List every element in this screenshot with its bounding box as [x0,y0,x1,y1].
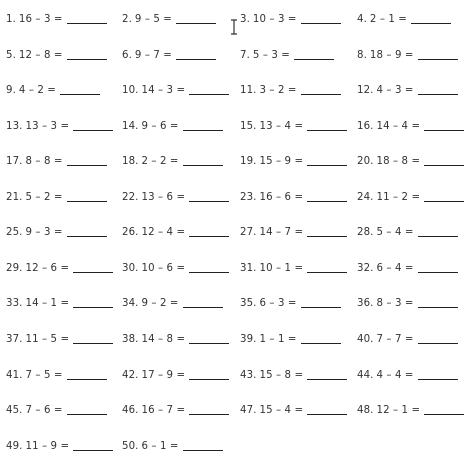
problem-number: 19. [240,156,257,168]
problem-number: 11. [240,85,257,97]
problem-expression: 18 – 8 = [376,156,421,168]
answer-blank[interactable] [418,235,458,237]
problem-expression: 7 – 7 = [376,333,414,345]
problem-number: 40. [357,333,374,345]
answer-blank[interactable] [411,22,451,24]
problem-number: 18. [122,156,139,168]
problem-item [357,365,458,381]
problem-item [357,187,464,203]
answer-blank[interactable] [189,200,229,202]
answer-blank[interactable] [67,164,107,166]
answer-blank[interactable] [176,22,216,24]
problem-expression: 3 – 2 = [259,85,297,97]
problem-item [6,116,113,132]
answer-blank[interactable] [67,58,107,60]
problem-expression: 15 – 4 = [259,405,304,417]
problem-item [6,222,107,238]
problem-expression: 6 – 4 = [376,262,414,274]
problem-expression: 11 – 5 = [25,333,70,345]
problem-item [240,400,347,416]
problem-number: 46. [122,405,139,417]
answer-blank[interactable] [424,200,464,202]
problem-item [357,400,464,416]
problem-expression: 17 – 9 = [141,369,186,381]
problem-item [6,258,113,274]
problem-number: 21. [6,191,23,203]
answer-blank[interactable] [307,235,347,237]
problem-item [6,9,107,25]
answer-blank[interactable] [424,413,464,415]
problem-number: 6. [122,49,132,61]
answer-blank[interactable] [73,342,113,344]
problem-expression: 4 – 2 = [18,85,56,97]
problem-number: 24. [357,191,374,203]
problem-number: 1. [6,14,16,25]
problem-number: 10. [122,85,139,97]
problem-expression: 16 – 3 = [18,14,63,25]
problem-number: 17. [6,156,23,168]
answer-blank[interactable] [73,129,113,131]
problem-item [122,151,223,167]
problem-number: 5. [6,49,16,61]
answer-blank[interactable] [424,164,464,166]
answer-blank[interactable] [183,129,223,131]
problem-expression: 10 – 6 = [141,262,186,274]
problem-item [357,80,458,96]
problem-expression: 13 – 4 = [259,120,304,132]
problem-expression: 11 – 9 = [25,440,70,452]
problem-item [240,222,347,238]
answer-blank[interactable] [189,235,229,237]
problem-expression: 9 – 7 = [134,49,172,61]
problem-item [122,365,229,381]
problem-number: 30. [122,262,139,274]
problem-item [6,329,113,345]
answer-blank[interactable] [418,58,458,60]
answer-blank[interactable] [418,378,458,380]
problem-expression: 14 – 1 = [25,298,70,310]
problem-number: 39. [240,333,257,345]
problem-expression: 5 – 3 = [252,49,290,61]
problem-item [122,293,223,309]
problem-number: 33. [6,298,23,310]
problem-number: 37. [6,333,23,345]
answer-blank[interactable] [67,22,107,24]
problem-expression: 8 – 8 = [25,156,63,168]
problem-expression: 13 – 6 = [141,191,186,203]
problem-item [357,293,458,309]
answer-blank[interactable] [307,378,347,380]
problem-item [6,400,107,416]
answer-blank[interactable] [176,58,216,60]
problem-expression: 9 – 3 = [25,227,63,239]
problem-expression: 15 – 8 = [259,369,304,381]
problem-number: 27. [240,227,257,239]
problem-number: 49. [6,440,23,452]
problem-expression: 6 – 1 = [141,440,179,452]
problem-item [240,9,341,25]
problem-item [6,151,107,167]
problem-expression: 14 – 8 = [141,333,186,345]
problem-number: 31. [240,262,257,274]
problem-item [122,222,229,238]
problem-number: 2. [122,14,132,25]
answer-blank[interactable] [183,449,223,451]
problem-item [122,45,216,61]
answer-blank[interactable] [294,58,334,60]
answer-blank[interactable] [189,342,229,344]
problem-item [122,258,229,274]
problem-expression: 14 – 4 = [376,120,421,132]
problem-expression: 10 – 1 = [259,262,304,274]
problem-item [6,187,107,203]
problem-number: 12. [357,85,374,97]
answer-blank[interactable] [301,22,341,24]
problem-expression: 18 – 9 = [369,49,414,61]
answer-blank[interactable] [73,271,113,273]
problem-number: 3. [240,14,250,25]
problem-expression: 9 – 2 = [141,298,179,310]
problem-number: 47. [240,405,257,417]
problem-number: 9. [6,85,16,97]
problem-expression: 5 – 4 = [376,227,414,239]
problem-number: 43. [240,369,257,381]
problem-expression: 4 – 4 = [376,369,414,381]
problem-item [240,329,341,345]
problem-expression: 9 – 6 = [141,120,179,132]
problem-number: 13. [6,120,23,132]
problem-expression: 7 – 5 = [25,369,63,381]
problem-expression: 14 – 7 = [259,227,304,239]
problem-number: 26. [122,227,139,239]
answer-blank[interactable] [189,271,229,273]
answer-blank[interactable] [418,306,458,308]
problem-number: 23. [240,191,257,203]
problem-number: 16. [357,120,374,132]
problem-number: 32. [357,262,374,274]
problem-item [122,400,229,416]
problem-item [6,365,107,381]
answer-blank[interactable] [183,164,223,166]
answer-blank[interactable] [307,200,347,202]
problem-item [122,80,229,96]
problem-number: 7. [240,49,250,61]
answer-blank[interactable] [418,342,458,344]
problem-expression: 5 – 2 = [25,191,63,203]
problem-item [357,9,451,25]
problem-item [240,151,347,167]
problem-item [6,80,100,96]
problem-item [357,45,458,61]
answer-blank[interactable] [189,93,229,95]
problem-expression: 10 – 3 = [252,14,297,25]
answer-blank[interactable] [418,271,458,273]
problem-expression: 9 – 5 = [134,14,172,25]
problem-number: 50. [122,440,139,452]
answer-blank[interactable] [424,129,464,131]
problem-expression: 7 – 6 = [25,405,63,417]
problem-item [240,116,347,132]
answer-blank[interactable] [307,164,347,166]
problem-number: 15. [240,120,257,132]
problem-expression: 16 – 6 = [259,191,304,203]
problem-item [122,436,223,452]
answer-blank[interactable] [307,271,347,273]
problem-item [240,80,341,96]
problem-number: 29. [6,262,23,274]
problem-expression: 4 – 3 = [376,85,414,97]
answer-blank[interactable] [67,235,107,237]
problem-item [357,222,458,238]
problem-item [240,187,347,203]
problem-number: 8. [357,49,367,61]
problem-expression: 11 – 2 = [376,191,421,203]
problem-number: 48. [357,405,374,417]
answer-blank[interactable] [307,129,347,131]
problem-expression: 2 – 1 = [369,14,407,25]
problem-number: 41. [6,369,23,381]
problem-expression: 16 – 7 = [141,405,186,417]
problem-item [122,187,229,203]
answer-blank[interactable] [60,93,100,95]
answer-blank[interactable] [67,413,107,415]
problem-expression: 8 – 3 = [376,298,414,310]
problem-item [6,436,113,452]
problem-expression: 2 – 2 = [141,156,179,168]
problem-number: 35. [240,298,257,310]
problem-expression: 12 – 8 = [18,49,63,61]
problem-expression: 15 – 9 = [259,156,304,168]
problem-item [357,258,458,274]
problem-expression: 13 – 3 = [25,120,70,132]
problem-item [122,329,229,345]
answer-blank[interactable] [189,413,229,415]
problem-item [357,151,464,167]
problem-number: 14. [122,120,139,132]
answer-blank[interactable] [418,93,458,95]
problem-item [240,365,347,381]
problem-expression: 6 – 3 = [259,298,297,310]
answer-blank[interactable] [189,378,229,380]
problem-item [122,116,223,132]
answer-blank[interactable] [301,342,341,344]
problem-item [6,293,113,309]
problem-number: 38. [122,333,139,345]
problem-item [357,329,458,345]
answer-blank[interactable] [73,306,113,308]
text-cursor-icon [229,19,239,35]
answer-blank[interactable] [307,413,347,415]
problem-number: 22. [122,191,139,203]
problem-number: 34. [122,298,139,310]
answer-blank[interactable] [67,378,107,380]
problem-item [122,9,216,25]
problem-number: 25. [6,227,23,239]
problem-item [240,45,334,61]
problem-number: 44. [357,369,374,381]
problem-expression: 12 – 4 = [141,227,186,239]
problem-expression: 1 – 1 = [259,333,297,345]
problem-number: 45. [6,405,23,417]
problem-item [240,293,341,309]
problem-item [240,258,347,274]
answer-blank[interactable] [183,306,223,308]
answer-blank[interactable] [301,93,341,95]
problem-number: 36. [357,298,374,310]
answer-blank[interactable] [73,449,113,451]
problem-number: 4. [357,14,367,25]
answer-blank[interactable] [67,200,107,202]
problem-item [357,116,464,132]
problem-expression: 14 – 3 = [141,85,186,97]
problem-expression: 12 – 6 = [25,262,70,274]
problem-number: 42. [122,369,139,381]
problem-number: 28. [357,227,374,239]
problem-item [6,45,107,61]
answer-blank[interactable] [301,306,341,308]
problem-number: 20. [357,156,374,168]
problem-expression: 12 – 1 = [376,405,421,417]
